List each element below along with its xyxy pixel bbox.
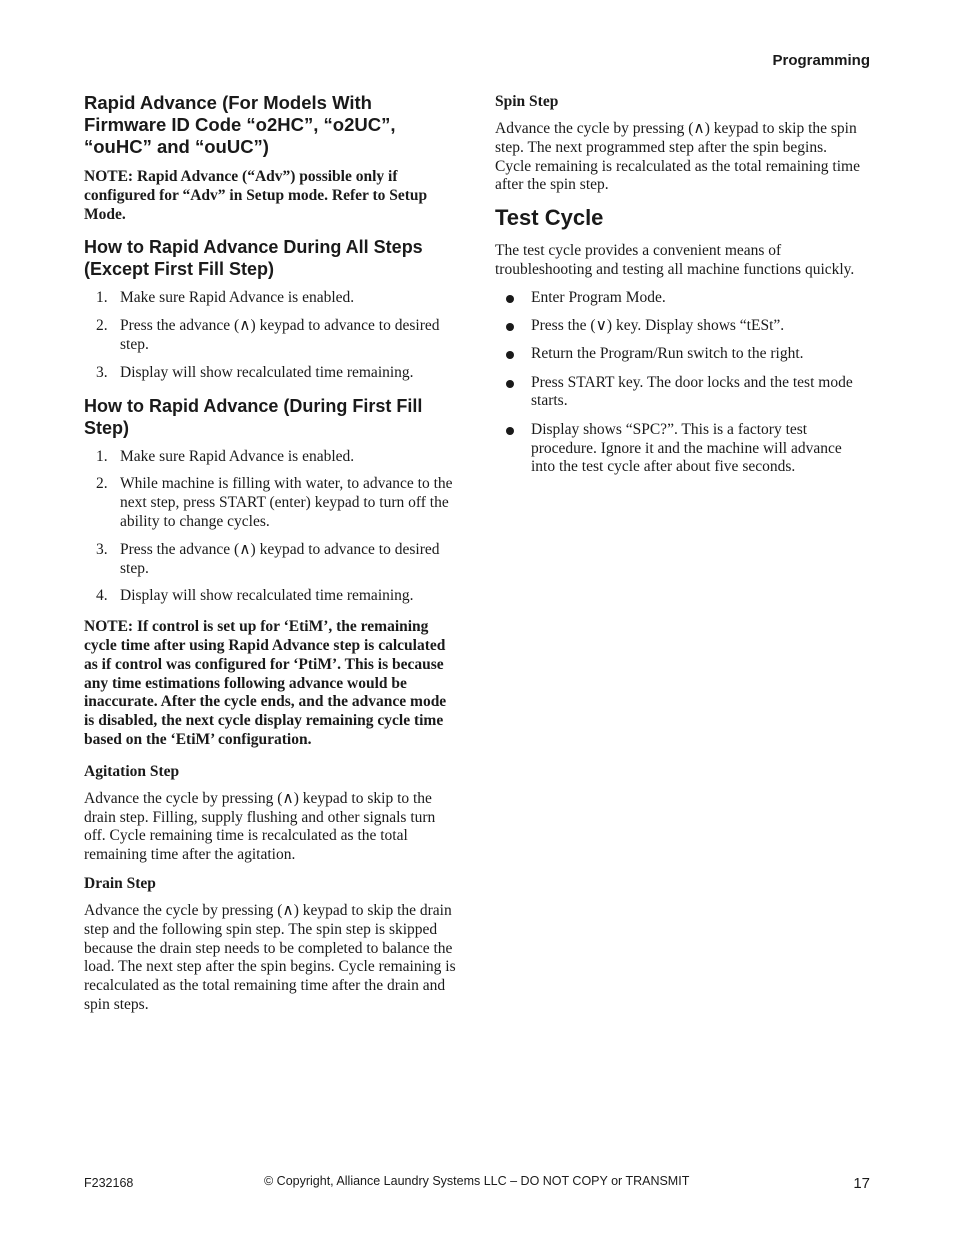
agitation-step-text: Advance the cycle by pressing (∧) keypad to skip to the drain step. Filling, supply flushing and other signals turn off. Cycle remaining time is recalculated as the total remaining time after the agitation. — [84, 789, 436, 864]
bullet-icon — [506, 380, 514, 388]
test-cycle-list — [495, 289, 867, 477]
list-item: Press START key. The door locks and the test mode starts. — [495, 374, 867, 412]
list-item: 1. Make sure Rapid Advance is enabled. — [96, 289, 355, 307]
page-footer — [84, 1174, 870, 1196]
list-item: Return the Program/Run switch to the right. — [495, 345, 867, 364]
drain-step-text: Advance the cycle by pressing (∧) keypad to skip the drain step and the following spin step. The spin step is skipped because the drain step needs to be completed to balance the load. The next step after the spin begins. Cycle remaining is recalculated as the total remaining time after the drain and spin steps. — [84, 901, 456, 1013]
list-item: 2. While machine is filling with water, to advance to the next step, press START (enter) keypad to turn off the ability to change cycles. — [96, 475, 453, 530]
all-steps-list — [84, 289, 456, 382]
left-column — [84, 92, 456, 1024]
spin-step-text: Advance the cycle by pressing (∧) keypad to skip the spin step. The next programmed step after the spin begins. Cycle remaining is recalculated as the total remaining time after the spin step. — [495, 120, 860, 194]
list-item: 2. Press the advance (∧) keypad to advance to desired step. — [96, 317, 440, 353]
list-item: 3. Press the advance (∧) keypad to advance to desired step. — [96, 540, 440, 577]
list-item: 3. Display will show recalculated time remaining. — [96, 363, 414, 381]
list-item: Display shows “SPC?”. This is a factory test procedure. Ignore it and the machine will advance into the test cycle after about five seconds. — [495, 421, 867, 477]
note-adv: NOTE: Rapid Advance (“Adv”) possible only if configured for “Adv” in Setup mode. Refer to Setup Mode. — [84, 168, 428, 223]
test-cycle-intro: The test cycle provides a convenient means of troubleshooting and testing all machine functions quickly. — [495, 242, 855, 278]
note-etim: NOTE: If control is set up for ‘EtiM’, the remaining cycle time after using Rapid Advance step is calculated as if control was configured for ‘PtiM’. This is because any time estimations following advance would be inaccurate. After the cycle ends, and the advance mode is disabled, the next cycle display remaining cycle time based on the ‘EtiM’ configuration. — [84, 618, 447, 748]
right-column — [495, 92, 867, 487]
first-fill-heading: How to Rapid Advance (During First Fill Step) — [84, 395, 423, 438]
test-cycle-heading: Test Cycle — [495, 205, 604, 231]
list-item: 1. Make sure Rapid Advance is enabled. — [96, 447, 355, 465]
bullet-icon — [506, 295, 514, 303]
first-fill-steps-list — [84, 448, 456, 607]
copyright-notice: © Copyright, Alliance Laundry Systems LLC – DO NOT COPY or TRANSMIT — [264, 1174, 690, 1188]
all-steps-heading: How to Rapid Advance During All Steps (Except First Fill Step) — [84, 237, 423, 280]
bullet-icon — [506, 323, 514, 331]
bullet-icon — [506, 351, 514, 359]
list-item: 4. Display will show recalculated time remaining. — [96, 587, 414, 605]
rapid-advance-heading: Rapid Advance (For Models With Firmware ID Code “o2HC”, “o2UC”, “ouHC” and “ouUC”) — [84, 92, 396, 157]
bullet-icon — [506, 427, 514, 435]
document-id: F232168 — [84, 1176, 134, 1190]
page-number: 17 — [853, 1175, 870, 1192]
list-item: Press the (∨) key. Display shows “tESt”. — [495, 317, 867, 336]
agitation-step-heading: Agitation Step — [84, 762, 180, 780]
drain-step-heading: Drain Step — [84, 874, 156, 892]
list-item: Enter Program Mode. — [495, 289, 867, 308]
section-header: Programming — [772, 52, 870, 69]
spin-step-heading: Spin Step — [495, 93, 559, 110]
